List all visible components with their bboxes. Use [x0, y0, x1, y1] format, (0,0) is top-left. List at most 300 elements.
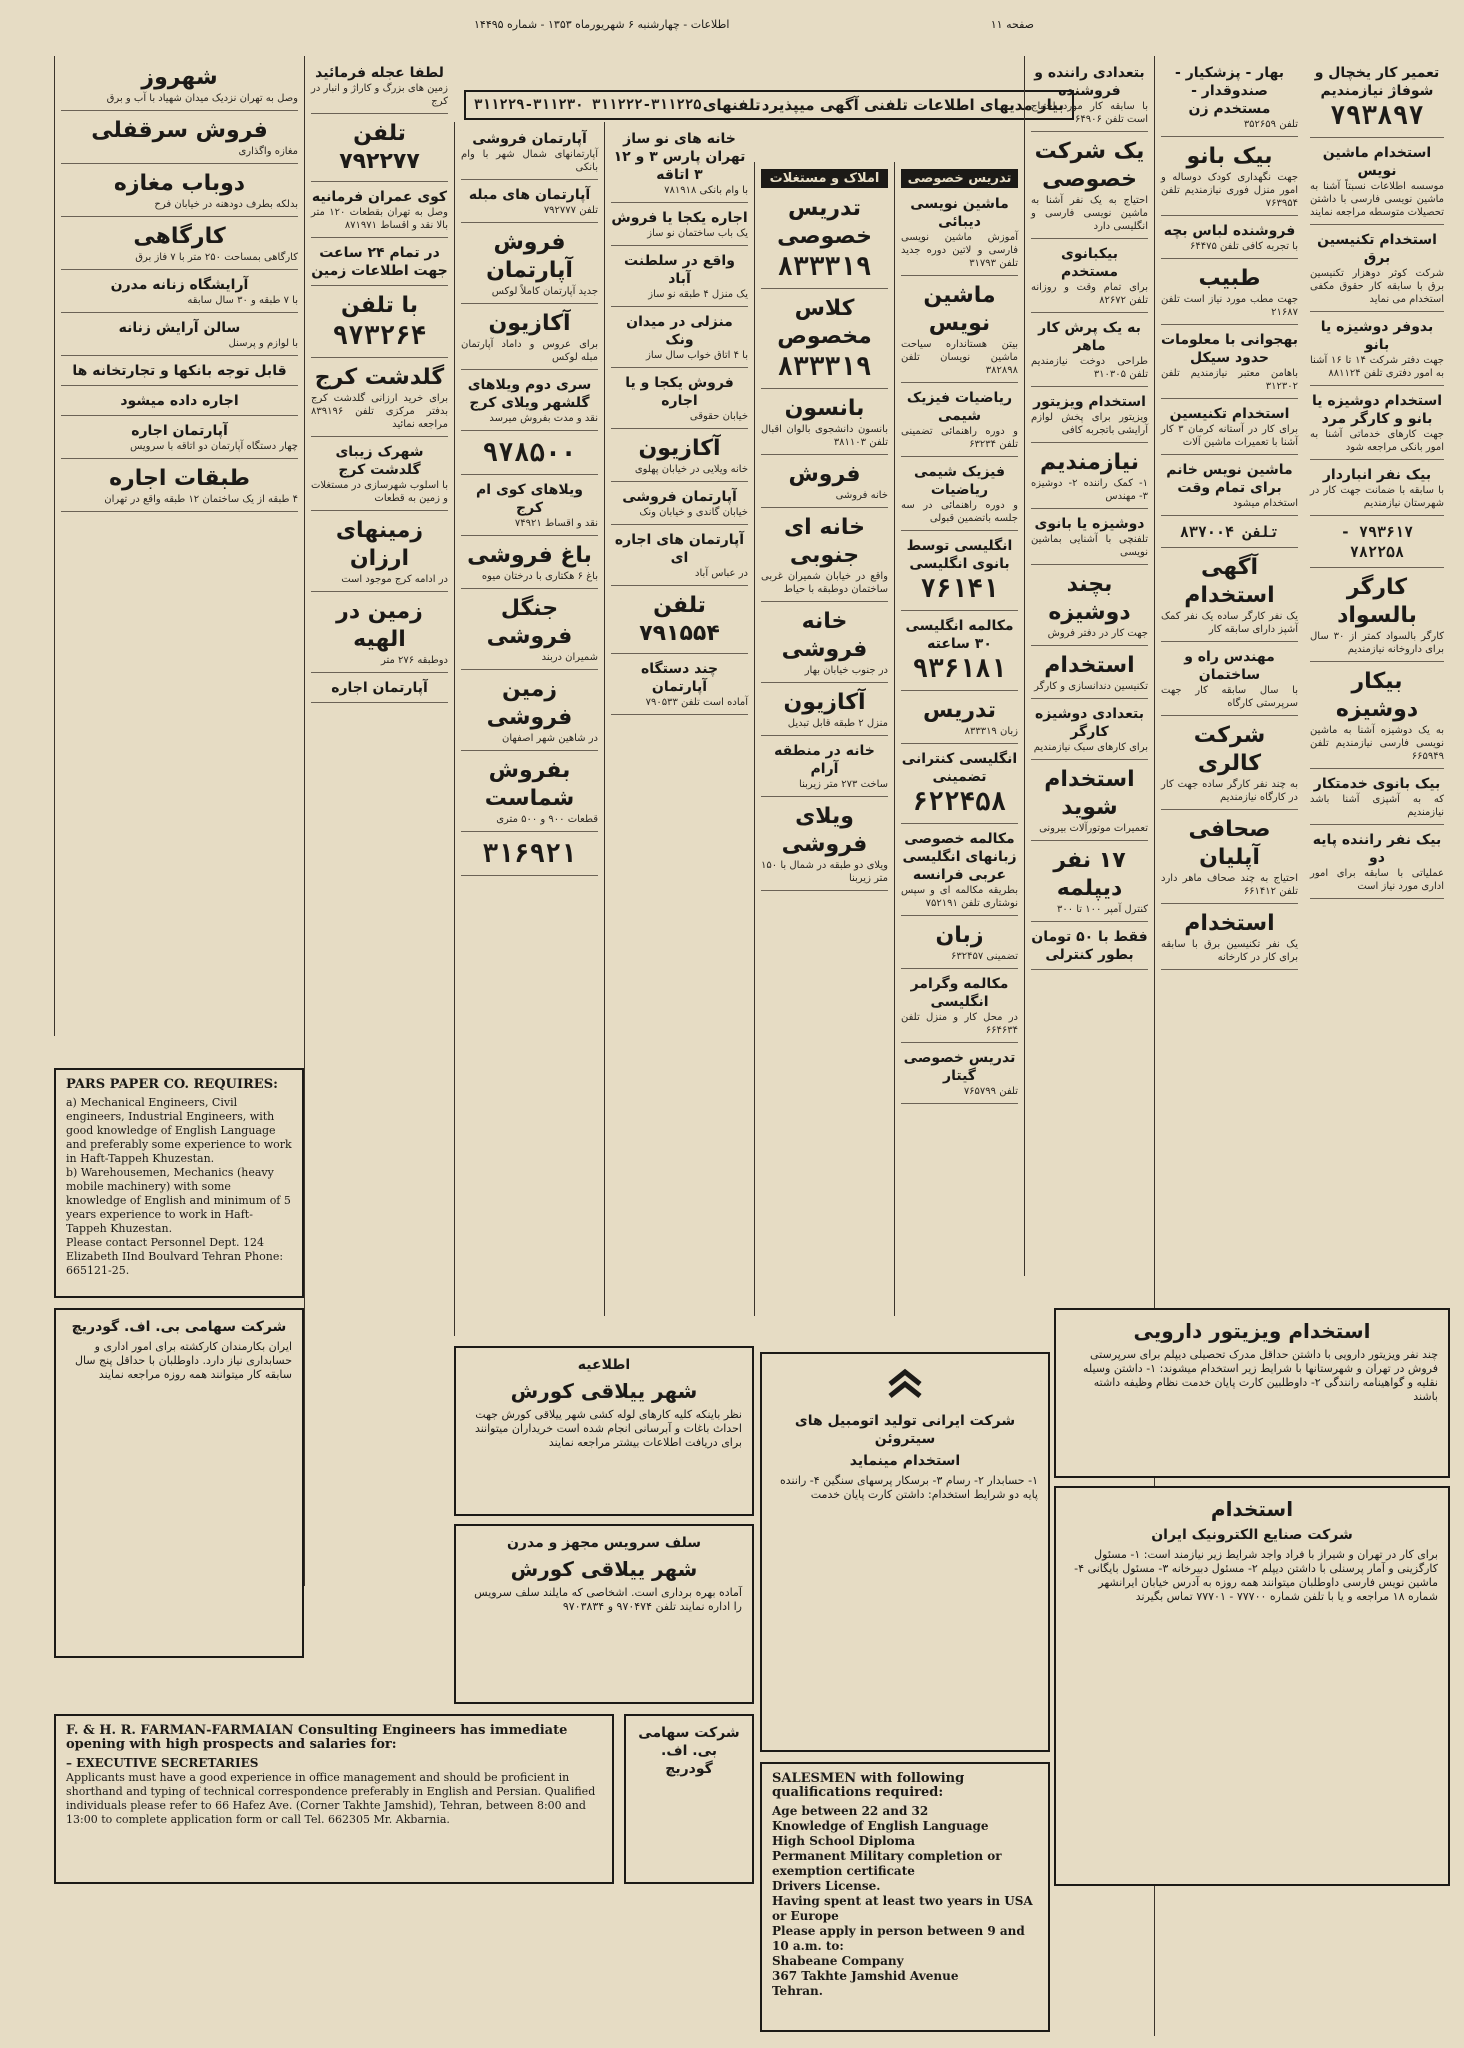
pars-paper-b: b) Warehousemen, Mechanics (heavy mobile machinery) with some knowledge of English and minimum of 5 years experience to work in Haft-Tappeh Khuzestan. [66, 1166, 291, 1235]
classified-ad [1310, 314, 1444, 386]
goodrich-title: شرکت سهامی بی. اف. گودریچ [638, 1725, 740, 1777]
citroen-title: شرکت ایرانی تولید اتومبیل های سیتروئن [794, 1413, 1016, 1447]
classified-ad [611, 484, 748, 525]
ad-body: زبان ۸۳۳۳۱۹ [964, 726, 1018, 737]
ad-title: واقع در سلطنت آباد [624, 253, 735, 287]
ad-body: ۱- کمک راننده ۲- دوشیزه ۳- مهندس [1031, 478, 1148, 502]
classified-ad [1031, 843, 1148, 922]
ad-body: طراحی دوخت نیازمندیم تلفن ۳۱۰۳۰۵ [1031, 356, 1148, 380]
classified-ad [901, 613, 1018, 691]
ad-body: جدید آپارتمان کاملاً لوکس [491, 286, 598, 297]
ad-body: و دوره راهنمائی در سه جلسه باتضمین قبولی [901, 500, 1018, 524]
classified-ad [1161, 812, 1298, 904]
classified-ad [461, 477, 598, 536]
classified-ad [461, 433, 598, 475]
ad-body: به چند نفر کارگر ساده جهت کار در کارگاه نیازمندیم [1161, 779, 1298, 803]
ad-body: باغ ۶ هکتاری با درختان میوه [481, 571, 598, 582]
classified-ad [61, 272, 298, 313]
ad-body: واقع در خیابان شمیران غربی ساختمان دوطبقه با حیاط [761, 571, 888, 595]
ad-body: با اسلوب شهرسازی در مستغلات و زمین به قطعات [311, 480, 448, 504]
ad-title: فروش [788, 462, 861, 487]
ad-body: خیابان گاندی و خیابان ونک [639, 507, 748, 518]
ad-title: مهندس راه و ساختمان [1184, 649, 1275, 683]
salesmen-line: Having spent at least two years in USA or Europe [772, 1894, 1033, 1923]
ad-title: تلفن ۷۹۱۵۵۴ [639, 593, 720, 646]
ad-body: یک منزل ۴ طبقه نو ساز [648, 289, 748, 300]
classified-ad [1031, 567, 1148, 646]
phone-ads-banner [464, 90, 1074, 120]
classified-ad [1161, 218, 1298, 259]
ad-title: آپارتمان های مبله [468, 187, 591, 203]
issue-info: اطلاعات - چهارشنبه ۶ شهریورماه ۱۳۵۳ - شماره ۱۴۴۹۵ [474, 17, 730, 31]
citroen-logo-icon [882, 1362, 928, 1408]
classified-ad [1310, 60, 1444, 138]
ad-phone: ۹۷۸۵۰۰ [482, 438, 577, 468]
ad-title: فیزیک شیمی ریاضیات [913, 464, 1006, 498]
classified-ad [1031, 315, 1148, 387]
ad-phone: ۸۳۳۳۱۹ [777, 352, 872, 382]
ad-phone: ۹۳۶۱۸۱ [912, 654, 1007, 684]
citroen-ad [760, 1352, 1050, 1752]
classified-ad [761, 510, 888, 602]
ad-title: بیک نفر انباردار [1322, 467, 1432, 483]
ad-body: شمیران دربند [541, 652, 598, 663]
classified-ad [611, 205, 748, 246]
classified-ad [311, 60, 448, 114]
classified-ad [761, 191, 888, 289]
ad-phone: ۷۶۱۴۱ [920, 574, 999, 604]
ad-title: خانه فروشی [781, 609, 868, 662]
ad-body: در شاهین شهر اصفهان [502, 733, 598, 744]
column-8 [304, 56, 454, 1586]
ad-title: با تلفن [340, 293, 419, 318]
ad-body: کارگاهی بمساحت ۲۵۰ متر با ۷ فاز برق [135, 252, 298, 263]
ad-body: تعمیرات موتورآلات بیرونی [1039, 823, 1148, 834]
ad-body: تلفن ۷۹۲۷۷۷ [543, 205, 598, 216]
ad-body: بطریقه مکالمه ای و سپس نوشتاری تلفن ۷۵۲۱۹۱ [901, 885, 1018, 909]
ad-title: آپارتمان اجاره [131, 423, 228, 439]
ad-body: ویزیتور برای پخش لوازم آرایشی باتجربه کافی [1031, 412, 1148, 436]
classified-ad [901, 278, 1018, 383]
ad-title: مکالمه انگلیسی ۳۰ ساعته [905, 618, 1014, 652]
ad-title: آکازیون [638, 436, 721, 461]
ad-title: ماشین نویسی دیبائی [910, 196, 1009, 230]
classified-ad [61, 315, 298, 356]
ad-title: ویلاهای کوی ام کرج [476, 482, 583, 516]
classified-ad [461, 672, 598, 751]
classified-ad [761, 604, 888, 683]
ad-body: کارگر بالسواد کمتر از ۳۰ سال برای داروخانه نیازمندیم [1310, 631, 1445, 655]
newspaper-page [14, 12, 1450, 2036]
ad-title: ۱۷ نفر دیپلمه [1053, 848, 1126, 901]
column-3 [1024, 56, 1154, 1276]
ad-title: بانسون [784, 396, 865, 421]
ad-title: فروشنده لباس بچه [1163, 223, 1296, 239]
ad-title: گلدشت کرج [314, 365, 445, 390]
ad-title: تلفن ۷۹۲۲۷۷ [339, 121, 420, 174]
classified-ad [61, 219, 298, 270]
ad-title: طبیب [1198, 266, 1261, 291]
ad-title: بتعدادی راننده و فروشنده [1034, 65, 1145, 99]
classified-ad [611, 370, 748, 429]
classified-ad [61, 388, 298, 416]
salesmen-line: Permanent Military completion or exemption certificate [772, 1849, 1002, 1878]
ad-body: جهت کار در دفتر فروش [1047, 628, 1148, 639]
classified-ad [461, 753, 598, 832]
ad-body: قطعات ۹۰۰ و ۵۰۰ متری [496, 814, 598, 825]
column-9 [54, 56, 304, 1036]
citroen-sub: استخدام مینماید [849, 1453, 961, 1469]
classified-ad [1031, 445, 1148, 509]
salesmen-line: High School Diploma [772, 1834, 916, 1848]
ad-title: آپارتمان های اجاره ای [614, 532, 745, 566]
ad-title: ویلای فروشی [781, 804, 868, 857]
classified-ad [1161, 518, 1298, 548]
ad-title: استخدام تکنیسین برق [1317, 232, 1437, 266]
classified-ad [1031, 762, 1148, 841]
classified-ad [1310, 462, 1444, 516]
ad-title: استخدام شوید [1044, 767, 1135, 820]
ad-body: در ادامه کرج موجود است [341, 574, 448, 585]
ad-body: با سابقه با ضمانت جهت کار در شهرستان نیازمندیم [1310, 485, 1444, 509]
ad-title: آپارتمان فروشی [622, 489, 737, 505]
ad-title: لطفا عجله فرمائید [315, 65, 444, 81]
ad-body: با لوازم و پرسنل [228, 338, 298, 349]
kourosh-notice-body: نظر باینکه کلیه کارهای لوله کشی شهر ییلاقی کورش جهت احداث باغات و آبرسانی انجام شده است خریداران میتوانند برای دریافت اطلاعات بیشتر مراجعه نمایند [474, 1408, 742, 1449]
iran-electronics-ad [1054, 1486, 1450, 1886]
ad-body: تضمینی ۶۳۲۴۵۷ [950, 951, 1018, 962]
ad-title: استخدام [1044, 653, 1135, 678]
ad-body: وصل به تهران بقطعات ۱۲۰ متر بالا نقد و اقساط ۸۷۱۹۷۱ [311, 207, 448, 231]
classified-ad [1310, 570, 1444, 662]
ad-body: نقد و مدت بفروش میرسد [489, 413, 598, 424]
classified-ad [1031, 648, 1148, 699]
ad-phone: تلفن ۸۳۷۰۰۴ [1179, 523, 1280, 541]
classified-ad [611, 126, 748, 203]
ad-title: استخدام تکنیسین [1169, 406, 1290, 422]
ad-phone: ۳۱۶۹۲۱ [482, 839, 577, 869]
page-header [474, 12, 1034, 36]
classified-ad [311, 439, 448, 511]
classified-ad [1161, 550, 1298, 642]
ad-body: ویلای دو طبقه در شمال با ۱۵۰ متر زیربنا [761, 860, 888, 884]
pars-paper-contact: Please contact Personnel Dept. 124 Elizabeth IInd Boulvard Tehran Phone: 665121-25. [66, 1236, 284, 1277]
classified-ad [611, 527, 748, 586]
ad-body: مغازه واگذاری [238, 146, 298, 157]
ad-body: که به آشپزی آشنا باشد نیازمندیم [1310, 794, 1444, 818]
ad-body: تکنیسین دندانسازی و کارگر [1034, 681, 1148, 692]
ad-title: خانه های نو ساز تهران پارس ۳ و ۱۲ ۳ اتاقه [613, 131, 746, 183]
banner-label: تلفنهای [702, 96, 761, 114]
banner-text: بیار مدیهای اطلاعات تلفنی آگهی میپذیرد [761, 96, 1064, 114]
classified-ad [901, 1045, 1018, 1104]
classified-ad [1310, 388, 1444, 460]
classified-ad [461, 182, 598, 223]
ad-body: کنترل آمپر ۱۰۰ تا ۳۰۰ [1056, 904, 1148, 915]
ad-title: کلاس مخصوص [777, 296, 872, 349]
classified-ad [1310, 771, 1444, 825]
ad-title: بفروش شماست [484, 758, 575, 811]
ad-body: برای کار در آستانه کرمان ۳ کار آشنا با تعمیرات ماشین آلات [1161, 424, 1298, 448]
kourosh-service-body: آماده بهره برداری است. اشخاصی که مایلند سلف سرویس را اداره نمایند تلفن ۹۷۰۴۷۴ و ۹۷۰۳۸۳۴ [474, 1586, 742, 1613]
pars-paper-a: a) Mechanical Engineers, Civil engineers, Industrial Engineers, with good knowledge of English Language and preferably some experience to work in Haft-Tappeh Khuzestan. [66, 1096, 292, 1165]
classified-ad [1310, 827, 1444, 899]
ad-title: باغ فروشی [467, 543, 592, 568]
ad-body: و دوره راهنمائی تضمینی تلفن ۶۳۲۳۴ [901, 426, 1018, 450]
ad-title: منزلی در میدان ونک [626, 314, 733, 348]
banner-phones: ۳۱۱۲۲۲-۳۱۱۲۲۵ ۳۱۱۲۲۹-۳۱۱۲۳۰ [474, 97, 702, 113]
classified-ad [1310, 140, 1444, 225]
classified-ad [901, 971, 1018, 1043]
ad-title: تدریس خصوصی گیتار [903, 1050, 1016, 1084]
ad-body: در جنوب خیابان بهار [804, 665, 888, 676]
ad-title: کوی عمران فرمانیه [311, 189, 448, 205]
classified-ad [1031, 389, 1148, 443]
ad-title: یک شرکت خصوصی [1034, 139, 1145, 192]
pharma-visitor-title: استخدام ویزیتور دارویی [1133, 1319, 1371, 1343]
classified-ad [1310, 227, 1444, 312]
page-number: صفحه ۱۱ [990, 17, 1034, 31]
ad-title: چند دستگاه آپارتمان [640, 661, 719, 695]
ad-title: بیکبانوی مستخدم [1060, 246, 1119, 280]
column-6 [604, 122, 754, 1316]
ad-body: برای تمام وقت و روزانه تلفن ۸۲۶۷۲ [1031, 282, 1148, 306]
ad-title: خانه ای جنوبی [783, 515, 866, 568]
classified-ad [1031, 60, 1148, 132]
construction-hiring-ad [54, 1308, 304, 1658]
classified-ad [61, 60, 298, 111]
ad-phone: ۶۲۲۴۵۸ [912, 787, 1007, 817]
ad-body: تلفن ۷۶۵۷۹۹ [963, 1086, 1018, 1097]
classified-ad [461, 306, 598, 370]
classified-ad [901, 533, 1018, 611]
ad-body: آپارتمانهای شمال شهر با وام بانکی [461, 149, 598, 173]
classified-ad [901, 918, 1018, 969]
ad-body: باهامن معتبر نیازمندیم تلفن ۳۱۲۳۰۲ [1161, 368, 1298, 392]
classified-ad [311, 594, 448, 673]
column-7 [454, 122, 604, 1336]
classified-ad [611, 656, 748, 715]
classified-ad [311, 184, 448, 238]
iran-electronics-title: استخدام [1210, 1497, 1294, 1521]
ad-title: بیک بانو [1186, 144, 1273, 169]
ad-phone: ۷۹۳۸۹۷ [1330, 101, 1424, 131]
ad-body: جهت نگهداری کودک دوساله و امور منزل فوری نیازمندیم تلفن ۷۶۳۹۵۴ [1161, 172, 1298, 209]
ad-title: زبان [935, 923, 984, 948]
goodrich-ad [624, 1714, 754, 1884]
ad-title: شرکت کالری [1193, 723, 1266, 776]
farman-sub: – EXECUTIVE SECRETARIES [66, 1756, 259, 1770]
salesmen-line: Tehran. [772, 1984, 823, 1998]
ad-title: انگلیسی کنترانی تضمینی [901, 751, 1018, 785]
classified-ad [1161, 401, 1298, 455]
classified-ad [1161, 139, 1298, 216]
classified-ad [611, 431, 748, 482]
classified-ad [461, 591, 598, 670]
ad-body: با ۴ اتاق خواب سال ساز [646, 350, 748, 361]
ad-body: بدلکه بطرف دودهنه در خیابان فرح [154, 199, 298, 210]
kourosh-notice-sub: شهر ییلاقی کورش [510, 1379, 698, 1403]
ad-title: دوباب مغازه [113, 171, 246, 196]
ad-title: مکالمه وگرامر انگلیسی [910, 976, 1009, 1010]
ad-title: بدوفر دوشیزه یا بانو [1320, 319, 1434, 353]
classified-ad [1310, 664, 1444, 769]
kourosh-service-title: سلف سرویس مجهز و مدرن [506, 1535, 702, 1551]
ad-body: خانه فروشی [835, 490, 888, 501]
ad-title: فروش آپارتمان [486, 230, 573, 283]
classified-ad [1031, 511, 1148, 565]
classified-ad [1161, 261, 1298, 325]
ad-title: در تمام ۲۴ ساعت جهت اطلاعات زمین [311, 245, 448, 279]
ad-body: بیتن هستانداره سیاحت ماشین نویسان تلفن ۳۸۲۸۹۸ [901, 339, 1018, 376]
salesmen-line: Knowledge of English Language [772, 1819, 989, 1833]
pharma-visitor-body: چند نفر ویزیتور دارویی با داشتن حداقل مدرک تحصیلی دیپلم برای سرپرستی فروش در تهران و شهرستانها با شرایط زیر استخدام میشوند: ۱- داشتن وسیله نقلیه و گواهینامه رانندگی ۲- داوطلبین کارت پایان خدمت نظام وظیفه داشته باشند [1082, 1348, 1438, 1403]
kourosh-notice-title: اطلاعیه [577, 1357, 631, 1373]
ad-title: اجاره یکجا یا فروش [611, 210, 748, 226]
ad-title: استخدام دوشیزه یا بانو و کارگر مرد [1311, 393, 1443, 427]
ad-title: بیکار دوشیزه [1335, 669, 1419, 722]
classified-ad [461, 126, 598, 180]
ad-body: یک نفر تکنیسین برق با سابقه برای کار در کارخانه [1161, 939, 1298, 963]
ad-body: برای عروس و داماد آپارتمان مبله لوکس [461, 339, 598, 363]
classified-ad [611, 248, 748, 307]
section-heading: تدریس خصوصی [901, 169, 1018, 188]
ad-body: ساخت ۲۷۳ متر زیربنا [799, 779, 888, 790]
iran-electronics-sub: شرکت صنایع الکترونیک ایران [1151, 1527, 1353, 1543]
ad-body: چهار دستگاه آپارتمان دو اتاقه با سرویس [130, 441, 298, 452]
ad-title: استخدام ویزیتور [1033, 394, 1146, 410]
ad-body: شرکت کوثر دوهزار تکنیسین برق با سابقه کار حقوق مکفی استخدام می نماید [1310, 268, 1444, 305]
ad-title: ماشین نویس خانم برای تمام وقت [1166, 462, 1293, 496]
ad-body: با تجربه کافی تلفن ۶۴۴۷۵ [1190, 241, 1298, 252]
classified-ad [761, 391, 888, 455]
ad-body: زمین های بزرگ و کاراژ و انبار در کرج [311, 83, 448, 107]
ad-body: جهت کارهای خدماتی آشنا به امور بانکی مراجعه شود [1310, 429, 1444, 453]
classified-ad [461, 225, 598, 304]
ad-body: نقد و اقساط ۷۴۹۲۱ [514, 518, 598, 529]
salesmen-title: SALESMEN with following qualifications required: [772, 1771, 965, 1800]
ad-body: یک نفر کارگر ساده یک نفر کمک آشپز دارای سابقه کار [1161, 611, 1298, 635]
salesmen-ad [760, 1762, 1050, 2032]
ad-title: فروش یکجا و یا اجاره [625, 375, 734, 409]
ad-title: کارگاهی [133, 224, 226, 249]
classified-ad [761, 291, 888, 389]
pharma-visitor-ad [1054, 1308, 1450, 1478]
classified-ad [1310, 518, 1444, 568]
ad-title: زمین در الهیه [336, 599, 423, 652]
ad-title: به یک پرش کار ماهر [1038, 320, 1141, 354]
ad-title: شهروز [141, 65, 218, 90]
classified-ad [901, 385, 1018, 457]
classified-ad [761, 685, 888, 736]
classified-ad [1031, 924, 1148, 970]
classified-ad [901, 191, 1018, 276]
farman-body: Applicants must have a good experience in office management and should be proficient in shorthand and typing of technical correspondence preferably in English and Persian. Qualified individuals please refer to 66 Hafez Ave. (Corner Takhte Jamshid), Tehran, between 8:00 and 13:00 to complete application form or call Tel. 662305 Mr. Akbarnia. [66, 1771, 596, 1826]
ad-title: آکازیون [488, 311, 571, 336]
ad-title: بیک نفر راننده پایه دو [1312, 832, 1442, 866]
ad-body: جهت دفتر شرکت ۱۴ تا ۱۶ آشنا به امور دفتری تلفن ۸۸۱۱۲۴ [1310, 355, 1444, 379]
ad-title: فقط با ۵۰ تومان بطور کنترلی [1031, 929, 1148, 963]
ad-title: تدریس خصوصی [777, 196, 872, 249]
ad-body: آماده است تلفن ۷۹۰۵۳۳ [645, 697, 748, 708]
classified-ad [901, 826, 1018, 916]
ad-phone: ۷۹۳۶۱۷ - ۷۸۲۲۵۸ [1340, 523, 1414, 561]
ad-title: آرایشگاه زنانه مدرن [110, 277, 249, 293]
classified-ad [1031, 134, 1148, 239]
kourosh-notice-ad [454, 1346, 754, 1516]
ad-title: آپارتمان اجاره [331, 680, 428, 696]
ad-title: سری دوم ویلاهای گلشهر ویلای کرج [467, 377, 592, 411]
classified-ad [311, 675, 448, 703]
ad-title: تدریس [923, 698, 996, 723]
ad-title: جنگل فروشی [486, 596, 573, 649]
farman-title: F. & H. R. FARMAN-FARMAIAN Consulting Engineers has immediate opening with high prospects and salaries for: [66, 1723, 568, 1752]
ad-title: استخدام [1184, 911, 1275, 936]
classified-ad [311, 288, 448, 358]
iran-electronics-body: برای کار در تهران و شیراز با فراد واجد شرایط زیر نیازمند است: ۱- مسئول کارگزینی و آمار پرسنلی با داشتن دیپلم ۲- مسئول دبیرخانه ۳- مسئول بایگانی ۴- ماشین نویس فارسی داوطلبان میتوانند همه روزه به آدرس خیابان ایرانشهر شماره ۱۸ مراجعه و یا با تلفن شماره ۷۷۷۰۰ - ۷۷۷۰۱ تماس بگیرند [1074, 1548, 1438, 1603]
classified-ad [901, 693, 1018, 744]
ad-body: با ۷ طبقه و ۳۰ سال سابقه [187, 295, 298, 306]
ad-body: احتیاج به یک نفر آشنا به ماشین نویسی فارسی و انگلیسی دارد [1031, 195, 1148, 232]
ad-title: قابل توجه بانکها و تجارتخانه ها [72, 363, 287, 379]
pars-paper-title: PARS PAPER CO. REQUIRES: [66, 1077, 278, 1092]
classified-ad [461, 372, 598, 431]
ad-body: برای کارهای سبک نیازمندیم [1033, 742, 1148, 753]
section-heading: املاک و مستغلات [761, 169, 888, 188]
ad-title: بهجوانی با معلومات حدود سیکل [1161, 332, 1298, 366]
ad-body: تلفنچی با آشنایی بماشین نویسی [1031, 534, 1148, 558]
ad-title: دوشیزه یا بانوی [1034, 516, 1145, 532]
construction-hiring-title: شرکت سهامی بی. اف. گودریچ [71, 1319, 287, 1335]
classified-ad [311, 513, 448, 592]
classified-ad [61, 418, 298, 459]
ad-title: آپارتمان فروشی [472, 131, 587, 147]
classified-ad [311, 240, 448, 286]
ad-title: بیک بانوی خدمتکار [1313, 776, 1441, 792]
ad-title: بچند دوشیزه [1048, 572, 1131, 625]
classified-ad [761, 799, 888, 891]
ad-body: جهت مطب مورد نیاز است تلفن ۲۱۶۸۷ [1161, 294, 1298, 318]
salesmen-line: Please apply in person between 9 and 10 a.m. to: [772, 1924, 1025, 1953]
classified-ad [1161, 457, 1298, 516]
ad-title: بهار - پزشکیار - صندوقدار - مستخدم زن [1175, 65, 1284, 117]
ad-body: موسسه اطلاعات نسبتاً آشنا به ماشین نویسی فارسی با داشتن تحصیلات متوسطه مراجعه نمایند [1309, 181, 1444, 218]
classified-ad [611, 309, 748, 368]
ad-title: ریاضیات فیزیک شیمی [906, 390, 1013, 424]
ad-body: برای خرید ارزانی گلدشت کرج بدفتر مرکزی تلفن ۸۳۹۱۹۶ مراجعه نمائید [311, 393, 448, 430]
classified-ad [761, 457, 888, 508]
salesmen-line: 367 Takhte Jamshid Avenue [772, 1969, 959, 1983]
classified-ad [61, 166, 298, 217]
ad-body: در عباس آباد [695, 568, 748, 579]
ad-title: اجاره داده میشود [120, 393, 239, 409]
kourosh-service-sub: شهر ییلاقی کورش [510, 1557, 698, 1581]
ad-title: شهرک زیبای گلدشت کرج [335, 444, 424, 478]
ad-title: تعمیر کار یخچال و شوفاژ نیازمندیم [1314, 65, 1440, 99]
ad-body: خانه ویلایی در خیابان پهلوی [634, 464, 748, 475]
ad-body: عملیاتی با سابقه برای امور اداری مورد نیاز است [1310, 868, 1444, 892]
ad-body: تلفن ۳۵۲۶۵۹ [1243, 119, 1298, 130]
classified-ad [1161, 644, 1298, 716]
salesmen-line: Drivers License. [772, 1879, 881, 1893]
ad-title: فروش سرقفلی [91, 118, 268, 143]
classified-ad [461, 538, 598, 589]
pars-paper-ad [54, 1068, 304, 1298]
salesmen-line: Shabeane Company [772, 1954, 904, 1968]
classified-ad [1161, 327, 1298, 399]
ad-body: در محل کار و منزل تلفن ۶۶۴۶۳۴ [901, 1012, 1018, 1036]
ad-title: مکالمه خصوصی زبانهای انگلیسی عربی فرانسه [902, 831, 1017, 883]
